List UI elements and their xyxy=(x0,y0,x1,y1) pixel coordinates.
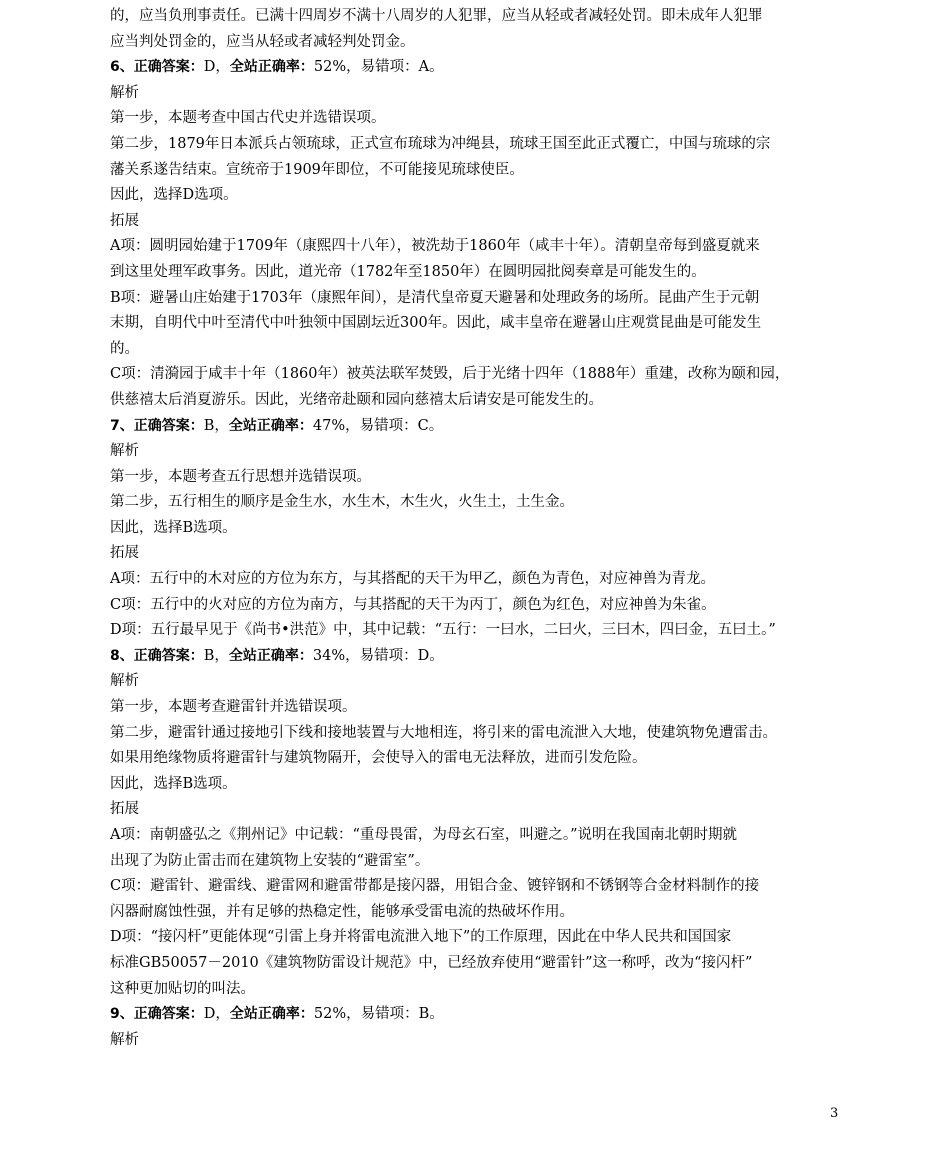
text-line: 拓展 xyxy=(110,801,139,818)
text-line: 第一步，本题考查中国古代史并选错误项。 xyxy=(110,110,386,127)
text-line: 标准GB50057－2010《建筑物防雷设计规范》中，已经放弃使用“避雷针”这一称呼，改为“接闪杆” xyxy=(110,954,753,971)
text-line: 第二步，避雷针通过接地引下线和接地装置与大地相连，将引来的雷电流泄入大地，使建筑物免遭雷击。 xyxy=(110,724,777,741)
text-line: 第一步，本题考查五行思想并选错误项。 xyxy=(110,468,371,485)
rate-value: 52%，易错项：B。 xyxy=(313,1006,444,1023)
rate-value: 34%，易错项：D。 xyxy=(312,647,444,664)
text-line: 第二步，1879年日本派兵占领琉球，正式宣布琉球为冲绳县，琉球王国至此正式覆亡，中国与琉球的宗 xyxy=(110,135,771,152)
text-line: 解析 xyxy=(110,1031,139,1048)
text-line: 应当判处罚金的，应当从轻或者减轻判处罚金。 xyxy=(110,33,415,50)
text-line: 末期，自明代中叶至清代中叶独领中国剧坛近300年。因此，咸丰皇帝在避暑山庄观赏昆曲是可能发生 xyxy=(110,315,762,332)
rate-label: 全站正确率： xyxy=(229,59,314,76)
rate-value: 52%，易错项：A。 xyxy=(313,59,444,76)
answer-label: 正确答案： xyxy=(133,59,204,76)
text-line: 解析 xyxy=(110,673,139,690)
text-line: A项：圆明园始建于1709年（康熙四十八年），被洗劫于1860年（咸丰十年）。清朝皇帝每到盛夏就来 xyxy=(110,238,760,255)
text-line: 第二步，五行相生的顺序是金生水，水生木，木生火，火生土，土生金。 xyxy=(110,494,574,511)
question-number: 8、 xyxy=(110,647,134,664)
text-line: 因此，选择B选项。 xyxy=(110,519,237,536)
text-line: 拓展 xyxy=(110,212,139,229)
answer-line xyxy=(110,1002,845,1028)
answer-value: D， xyxy=(203,59,230,76)
text-line: 因此，选择D选项。 xyxy=(110,187,238,204)
text-line: 这种更加贴切的叫法。 xyxy=(110,980,255,997)
question-number: 7、 xyxy=(110,417,134,434)
text-line: D项：“接闪杆”更能体现“引雷上身并将雷电流泄入地下”的工作原理，因此在中华人民共和国国家 xyxy=(110,929,732,946)
text-line: 出现了为防止雷击而在建筑物上安装的“避雷室”。 xyxy=(110,852,430,869)
document-body xyxy=(110,4,845,1053)
question-number: 6、 xyxy=(110,59,134,76)
text-line: C项：避雷针、避雷线、避雷网和避雷带都是接闪器，用铝合金、镀锌钢和不锈钢等合金材料制作的接 xyxy=(110,878,760,895)
page-number: 3 xyxy=(830,1106,839,1121)
text-line: B项：避暑山庄始建于1703年（康熙年间），是清代皇帝夏天避暑和处理政务的场所。昆曲产生于元朝 xyxy=(110,289,760,306)
answer-line xyxy=(110,414,845,440)
text-line: A项：南朝盛弘之《荆州记》中记载：“重母畏雷，为母玄石室，叫避之。”说明在我国南北朝时期就 xyxy=(110,827,738,843)
text-line: 第一步，本题考查避雷针并选错误项。 xyxy=(110,699,357,716)
rate-value: 47%，易错项：C。 xyxy=(312,417,444,434)
text-line: 供慈禧太后消夏游乐。因此，光绪帝赴颐和园向慈禧太后请安是可能发生的。 xyxy=(110,391,603,408)
text-line: 解析 xyxy=(110,84,139,101)
text-line: 如果用绝缘物质将避雷针与建筑物隔开，会使导入的雷电无法释放，进而引发危险。 xyxy=(110,750,647,767)
text-line: C项：五行中的火对应的方位为南方，与其搭配的天干为丙丁，颜色为红色，对应神兽为朱雀。 xyxy=(110,596,716,613)
text-line: 的，应当负刑事责任。已满十四周岁不满十八周岁的人犯罪，应当从轻或者减轻处罚。即未成年人犯罪 xyxy=(110,8,763,24)
rate-label: 全站正确率： xyxy=(228,647,313,664)
text-line: 的。 xyxy=(110,340,139,357)
answer-value: D， xyxy=(203,1006,230,1023)
text-line: 闪器耐腐蚀性强，并有足够的热稳定性，能够承受雷电流的热破坏作用。 xyxy=(110,903,574,920)
text-line: 藩关系遂告结束。宣统帝于1909年即位，不可能接见琉球使臣。 xyxy=(110,161,524,178)
text-line: 到这里处理军政事务。因此，道光帝（1782年至1850年）在圆明园批阅奏章是可能发生的。 xyxy=(110,263,706,280)
answer-label: 正确答案： xyxy=(133,647,204,664)
question-number: 9、 xyxy=(110,1006,134,1023)
text-line: D项：五行最早见于《尚书•洪范》中，其中记载：“五行：一曰水，二曰火，三曰木，四曰金，五曰土。” xyxy=(110,622,776,639)
answer-line xyxy=(110,55,845,81)
text-line: 因此，选择B选项。 xyxy=(110,775,237,792)
text-line: A项：五行中的木对应的方位为东方，与其搭配的天干为甲乙，颜色为青色，对应神兽为青龙。 xyxy=(110,571,715,588)
answer-value: B， xyxy=(203,417,229,434)
rate-label: 全站正确率： xyxy=(229,1006,314,1023)
text-line: C项：清漪园于咸丰十年（1860年）被英法联军焚毁，后于光绪十四年（1888年）重建，改称为颐和园， xyxy=(110,366,790,383)
text-line: 拓展 xyxy=(110,545,139,562)
rate-label: 全站正确率： xyxy=(228,417,313,434)
text-line: 解析 xyxy=(110,443,139,460)
answer-line xyxy=(110,644,845,670)
answer-label: 正确答案： xyxy=(133,1006,204,1023)
answer-value: B， xyxy=(203,647,229,664)
answer-label: 正确答案： xyxy=(133,417,204,434)
